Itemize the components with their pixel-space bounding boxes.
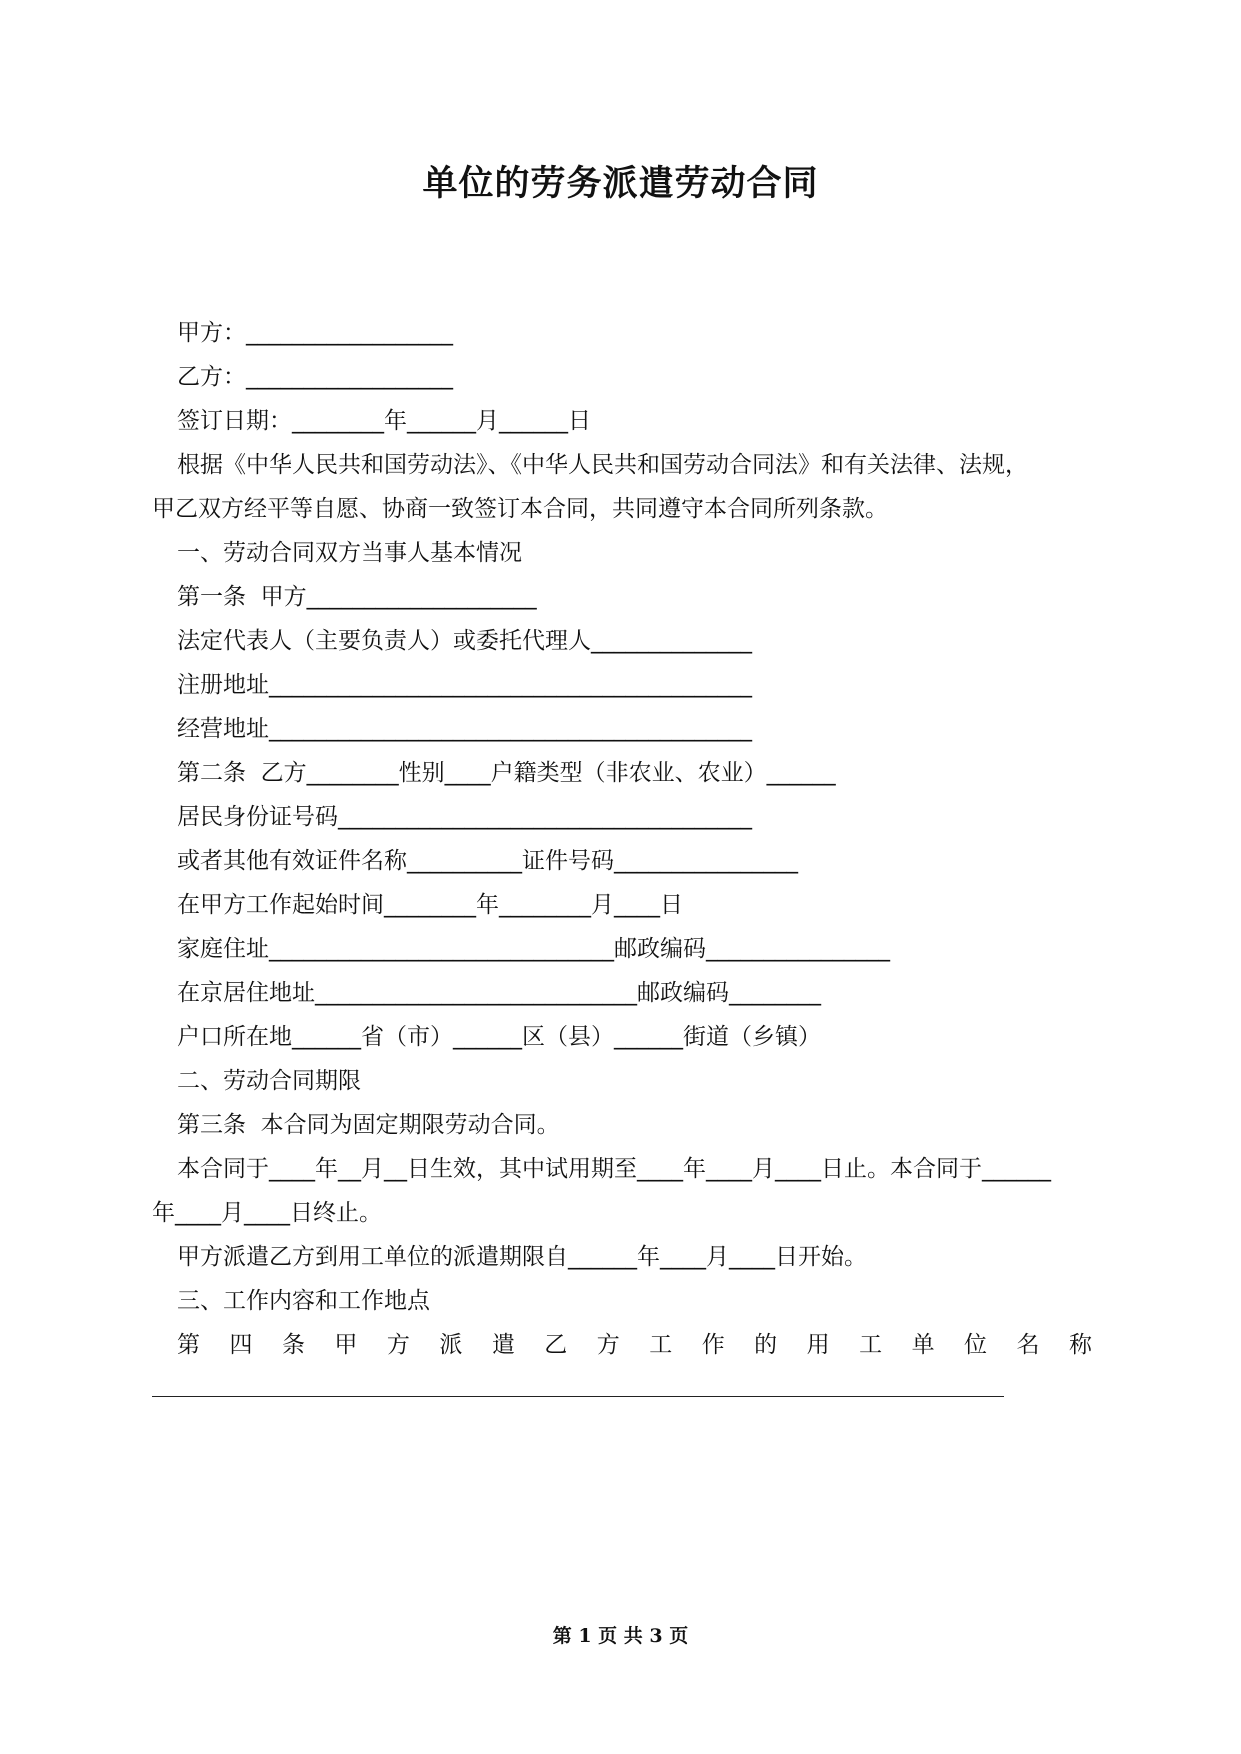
dispatch-period-line: 甲方派遣乙方到用工单位的派遣期限自______年____月____日开始。 — [177, 1244, 867, 1270]
beijing-address-line: 在京居住地址____________________________邮政编码________ — [177, 980, 821, 1006]
signing-date-line: 签订日期：________年______月______日 — [177, 408, 591, 434]
contract-term-line-2: 年____月____日终止。 — [152, 1200, 382, 1226]
registered-address-line: 注册地址__________________________________________ — [177, 672, 752, 698]
article-1-line: 第一条 甲方____________________ — [177, 584, 537, 610]
article-3-line: 第三条 本合同为固定期限劳动合同。 — [177, 1112, 560, 1138]
party-b-line: 乙方：__________________ — [177, 364, 453, 390]
fill-in-rule — [152, 1396, 1004, 1397]
page-number: 第 1 页 共 3 页 — [552, 1625, 689, 1647]
business-address-line: 经营地址__________________________________________ — [177, 716, 752, 742]
page-footer — [0, 1623, 1241, 1649]
party-a-line: 甲方：__________________ — [177, 320, 453, 346]
document-title: 单位的劳务派遣劳动合同 — [422, 164, 819, 204]
article-4-line: 第 四 条 甲 方 派 遣 乙 方 工 作 的 用 工 单 位 名 称 — [177, 1332, 1092, 1358]
id-number-line: 居民身份证号码____________________________________ — [177, 804, 752, 830]
section-heading-2: 二、劳动合同期限 — [177, 1068, 361, 1094]
legal-representative-line: 法定代表人（主要负责人）或委托代理人______________ — [177, 628, 752, 654]
home-address-line: 家庭住址______________________________邮政编码________________ — [177, 936, 890, 962]
section-heading-3: 三、工作内容和工作地点 — [177, 1288, 430, 1314]
preamble-line-2: 甲乙双方经平等自愿、协商一致签订本合同，共同遵守本合同所列条款。 — [152, 496, 888, 522]
section-heading-1: 一、劳动合同双方当事人基本情况 — [177, 540, 522, 566]
article-2-line: 第二条 乙方________性别____户籍类型（非农业、农业）______ — [177, 760, 836, 786]
preamble-line-1: 根据《中华人民共和国劳动法》、《中华人民共和国劳动合同法》和有关法律、法规， — [177, 452, 1028, 478]
start-date-line: 在甲方工作起始时间________年________月____日 — [177, 892, 683, 918]
household-registration-line: 户口所在地______省（市）______区（县）______街道（乡镇） — [177, 1024, 821, 1050]
contract-term-line-1: 本合同于____年__月__日生效，其中试用期至____年____月____日止。本合同于______ — [177, 1156, 1051, 1182]
other-certificate-line: 或者其他有效证件名称__________证件号码________________ — [177, 848, 798, 874]
